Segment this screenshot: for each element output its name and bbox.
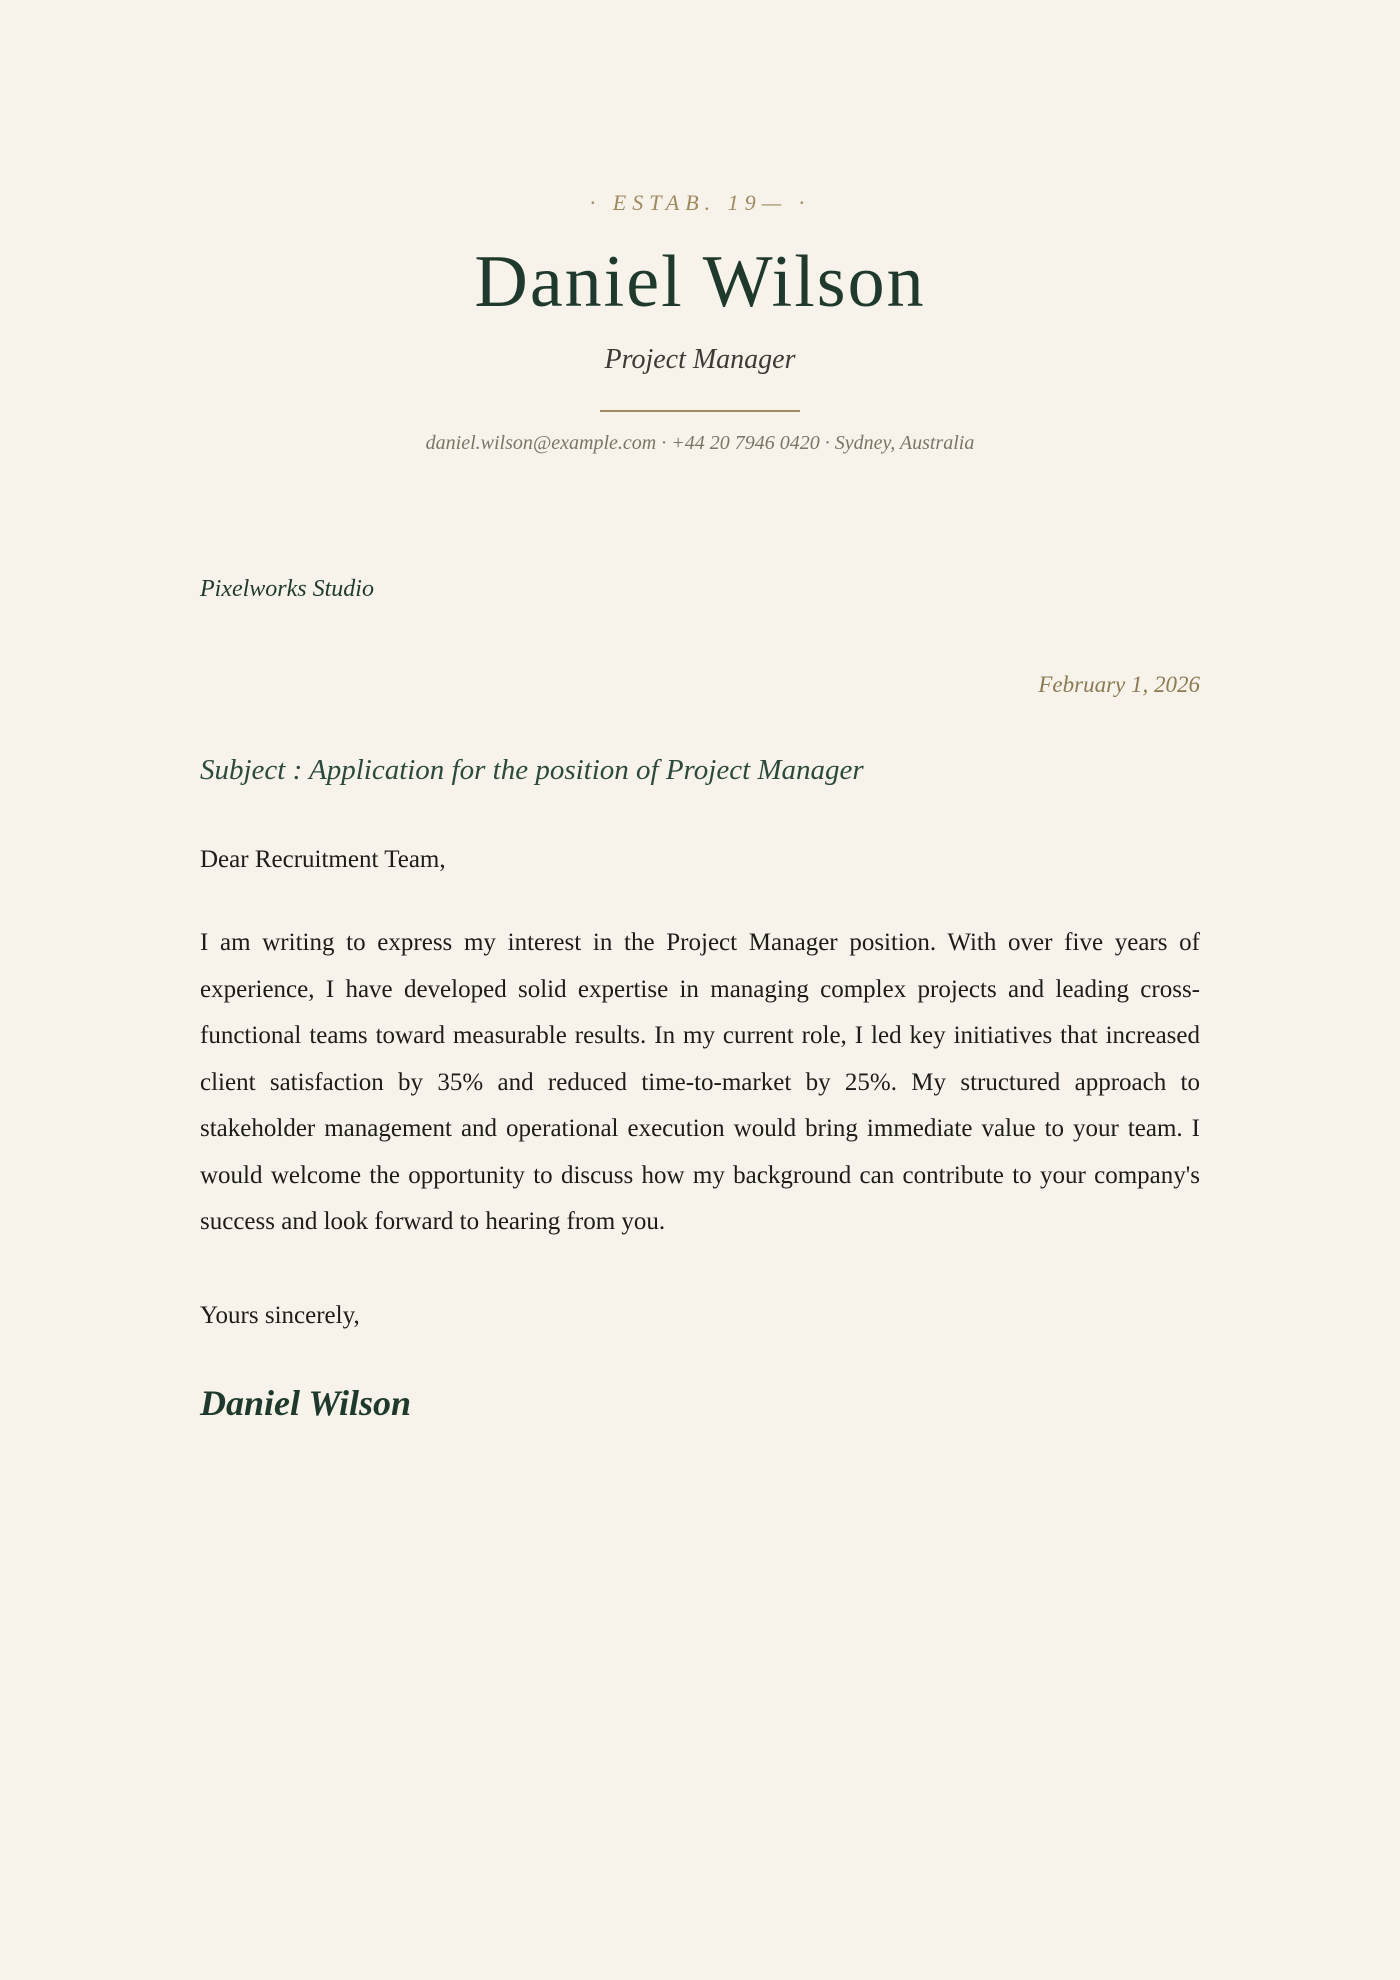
letter-body: I am writing to express my interest in the Project Manager position. With over five years of experience, I have developed solid expertise in managing complex projects and leading cross-functional teams toward measurable results. In my current role, I led key initiatives that increased client satisfaction by 35% and reduced time-to-market by 25%. My structured approach to stakeholder management and operational execution would bring immediate value to your team. I would welcome the opportunity to discuss how my background can contribute to your company's success and look forward to hearing from you. [200, 929, 1200, 1235]
header-divider [600, 410, 800, 412]
salutation: Dear Recruitment Team, [200, 846, 446, 873]
established-tagline: · ESTAB. 19— · [589, 190, 811, 215]
letter-date: February 1, 2026 [1038, 672, 1200, 697]
recipient-company: Pixelworks Studio [200, 576, 374, 602]
letter-subject: Subject : Application for the position of Project Manager [200, 754, 864, 786]
signature: Daniel Wilson [200, 1383, 412, 1423]
sender-role: Project Manager [604, 344, 796, 375]
closing-phrase: Yours sincerely, [200, 1302, 360, 1329]
contact-line: daniel.wilson@example.com · +44 20 7946 0420 · Sydney, Australia [425, 432, 975, 454]
sender-name: Daniel Wilson [474, 241, 926, 323]
